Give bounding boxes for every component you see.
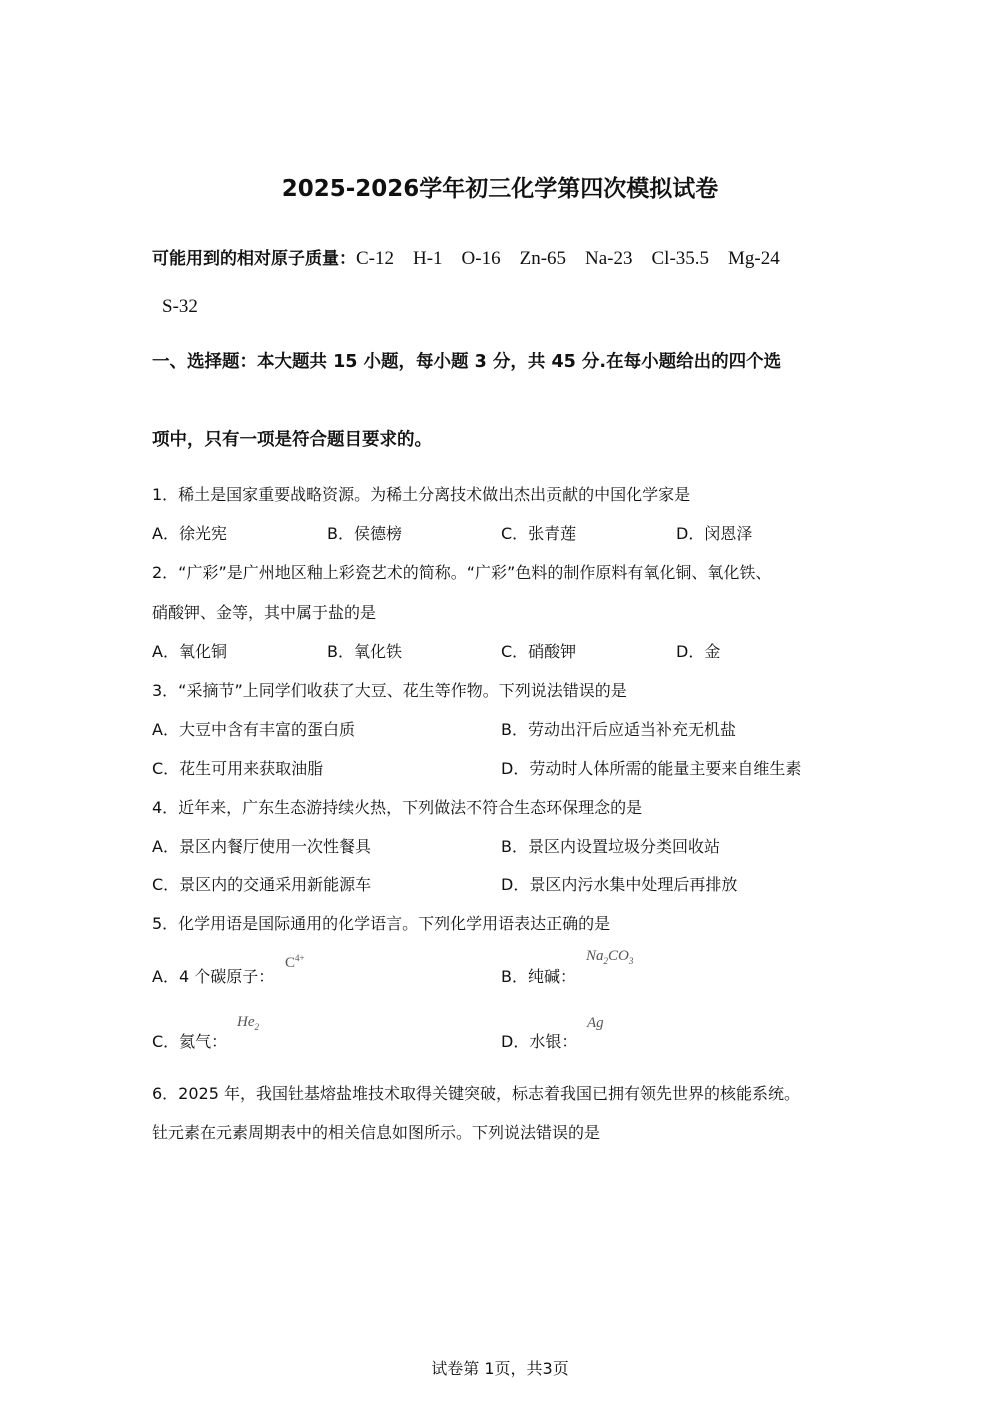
question-6-stem-line2: 钍元素在元素周期表中的相关信息如图所示。下列说法错误的是 — [152, 1123, 601, 1142]
formula-carbon-ion: $C^{4+}$ — [285, 953, 305, 971]
formula-helium: $He_2$ — [237, 1014, 259, 1032]
question-4-option-d: D．景区内污水集中处理后再排放 — [501, 875, 738, 894]
question-4-option-c: C．景区内的交通采用新能源车 — [152, 875, 372, 894]
question-3-option-b: B．劳动出汗后应适当补充无机盐 — [501, 720, 736, 739]
question-2-stem-line2: 硝酸钾、金等，其中属于盐的是 — [152, 603, 377, 622]
question-5-option-b: B．纯碱： — [501, 967, 576, 986]
question-1-option-a: A．徐光宪 — [152, 524, 227, 543]
question-5-option-d: D．水银： — [501, 1032, 578, 1051]
question-2-option-b: B．氧化铁 — [327, 642, 402, 661]
atomic-mass-line — [152, 244, 780, 270]
question-6-stem-line1: 6．2025 年，我国钍基熔盐堆技术取得关键突破，标志着我国已拥有领先世界的核能系统。 — [152, 1084, 800, 1103]
question-2-option-c: C．硝酸钾 — [501, 642, 577, 661]
atomic-mass-values: C-12 H-1 O-16 Zn-65 Na-23 Cl-35.5 Mg-24 — [356, 248, 780, 269]
atomic-mass-values-2: S-32 — [162, 296, 198, 317]
formula-silver: Ag — [587, 1015, 604, 1031]
question-4-option-b: B．景区内设置垃圾分类回收站 — [501, 837, 720, 856]
question-1-option-d: D．闵恩泽 — [676, 524, 753, 543]
question-1-option-b: B．侯德榜 — [327, 524, 402, 543]
question-3-option-c: C．花生可用来获取油脂 — [152, 759, 324, 778]
question-4-stem: 4．近年来，广东生态游持续火热，下列做法不符合生态环保理念的是 — [152, 798, 643, 817]
question-2-option-a: A．氧化铜 — [152, 642, 227, 661]
question-2-option-d: D．金 — [676, 642, 721, 661]
page-title: 2025-2026学年初三化学第四次模拟试卷 — [281, 176, 719, 202]
question-3-option-a: A．大豆中含有丰富的蛋白质 — [152, 720, 355, 739]
question-5-stem: 5．化学用语是国际通用的化学语言。下列化学用语表达正确的是 — [152, 914, 611, 933]
page-footer: 试卷第 1页，共3页 — [431, 1359, 569, 1378]
question-5-option-a: A．4 个碳原子： — [152, 967, 275, 986]
question-1-option-c: C．张青莲 — [501, 524, 577, 543]
question-2-stem-line1: 2．“广彩”是广州地区釉上彩瓷艺术的简称。“广彩”色料的制作原料有氧化铜、氧化铁、 — [152, 563, 772, 582]
atomic-mass-label: 可能用到的相对原子质量： — [152, 249, 356, 269]
question-3-option-d: D．劳动时人体所需的能量主要来自维生素 — [501, 759, 802, 778]
section-heading-line1: 一、选择题：本大题共 15 小题，每小题 3 分，共 45 分.在每小题给出的四个选 — [152, 352, 782, 372]
question-3-stem: 3．“采摘节”上同学们收获了大豆、花生等作物。下列说法错误的是 — [152, 681, 627, 700]
section-heading-line2: 项中，只有一项是符合题目要求的。 — [152, 430, 432, 450]
question-1-stem: 1．稀土是国家重要战略资源。为稀土分离技术做出杰出贡献的中国化学家是 — [152, 485, 691, 504]
question-5-option-c: C．氦气： — [152, 1032, 228, 1051]
formula-sodium-carbonate: $Na_2CO_3$ — [586, 948, 634, 966]
question-4-option-a: A．景区内餐厅使用一次性餐具 — [152, 837, 371, 856]
